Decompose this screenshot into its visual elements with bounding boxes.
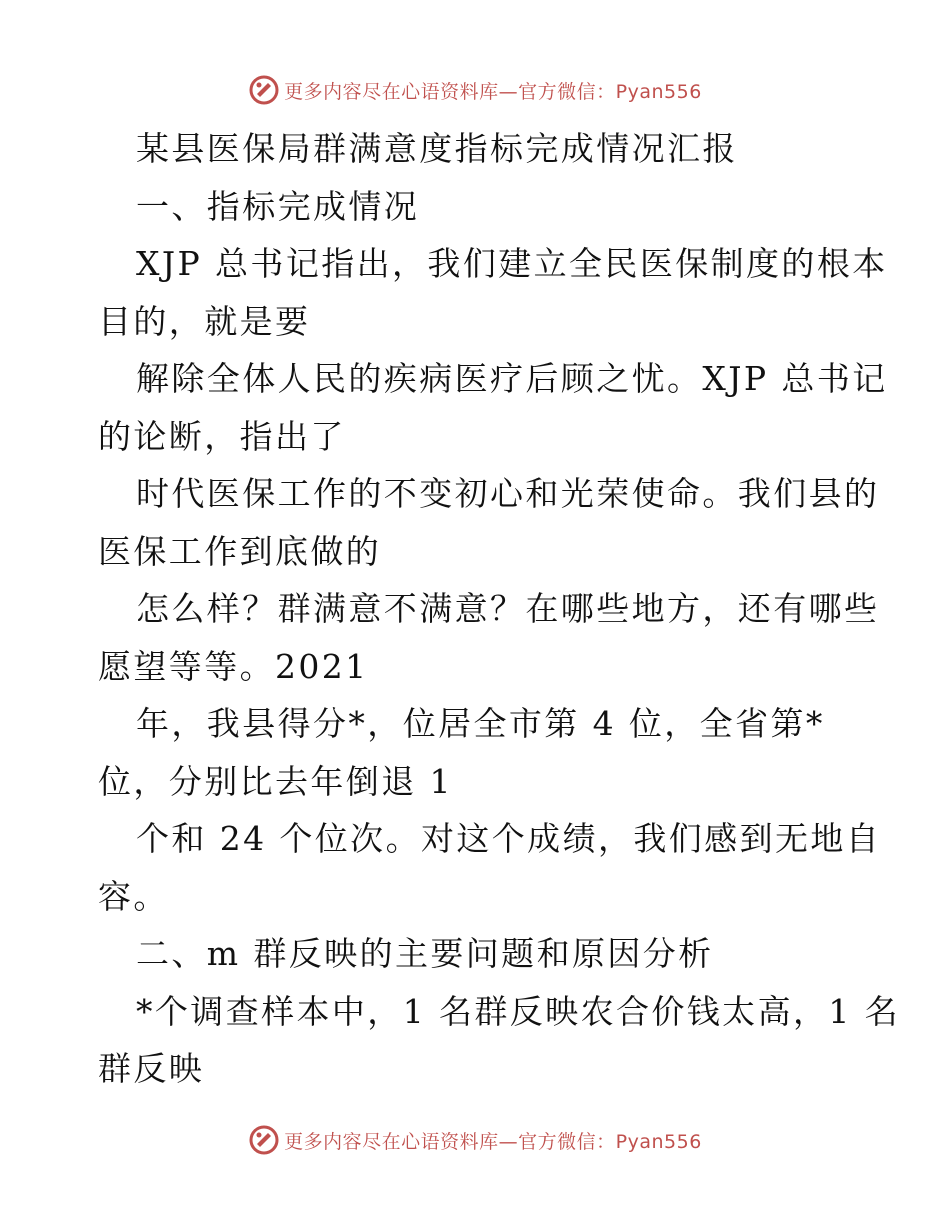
paragraph (98, 925, 858, 983)
paragraph-line: 位，分别比去年倒退 1 (98, 761, 453, 801)
paragraph-line: 愿望等等。2021 (98, 646, 369, 686)
paragraph-line: 个和 24 个位次。对这个成绩，我们感到无地自 (136, 819, 882, 858)
paragraph-line: 容。 (98, 876, 169, 916)
paragraph-line: XJP 总书记指出，我们建立全民医保制度的根本 (136, 244, 888, 283)
paragraph (98, 810, 882, 925)
paragraph-line: 一、指标完成情况 (136, 186, 420, 226)
seal-logo-icon (248, 74, 280, 106)
document-body (98, 120, 901, 1098)
paragraph-line: 医保工作到底做的 (98, 531, 382, 571)
paragraph (98, 465, 880, 580)
paragraph (98, 695, 858, 810)
document-title (98, 120, 858, 178)
paragraph-line: 的论断，指出了 (98, 416, 346, 456)
header-banner (0, 70, 950, 110)
paragraph-line: 群反映 (98, 1049, 205, 1088)
paragraph-line: 目的，就是要 (98, 301, 311, 341)
paragraph (98, 178, 858, 236)
paragraph-line: *个调查样本中，1 名群反映农合价钱太高，1 名 (136, 991, 901, 1031)
paragraph (98, 350, 888, 465)
paragraph-line: 解除全体人民的疾病医疗后顾之忧。XJP 总书记 (136, 359, 888, 398)
paragraph-line: 时代医保工作的不变初心和光荣使命。我们县的 (136, 474, 880, 513)
title-line: 某县医保局群满意度指标完成情况汇报 (136, 129, 738, 168)
paragraph-line: 二、m 群反映的主要问题和原因分析 (136, 934, 714, 973)
paragraph (98, 983, 901, 1098)
banner-text: 更多内容尽在心语资料库—官方微信：Pyan556 (284, 80, 702, 103)
paragraph (98, 235, 888, 350)
paragraph-line: 怎么样？群满意不满意？在哪些地方，还有哪些 (136, 589, 880, 628)
footer-banner (0, 1120, 950, 1160)
paragraph (98, 580, 880, 695)
banner-text: 更多内容尽在心语资料库—官方微信：Pyan556 (284, 1130, 702, 1153)
seal-logo-icon (248, 1124, 280, 1156)
paragraph-line: 年，我县得分*，位居全市第 4 位，全省第* (136, 704, 825, 743)
